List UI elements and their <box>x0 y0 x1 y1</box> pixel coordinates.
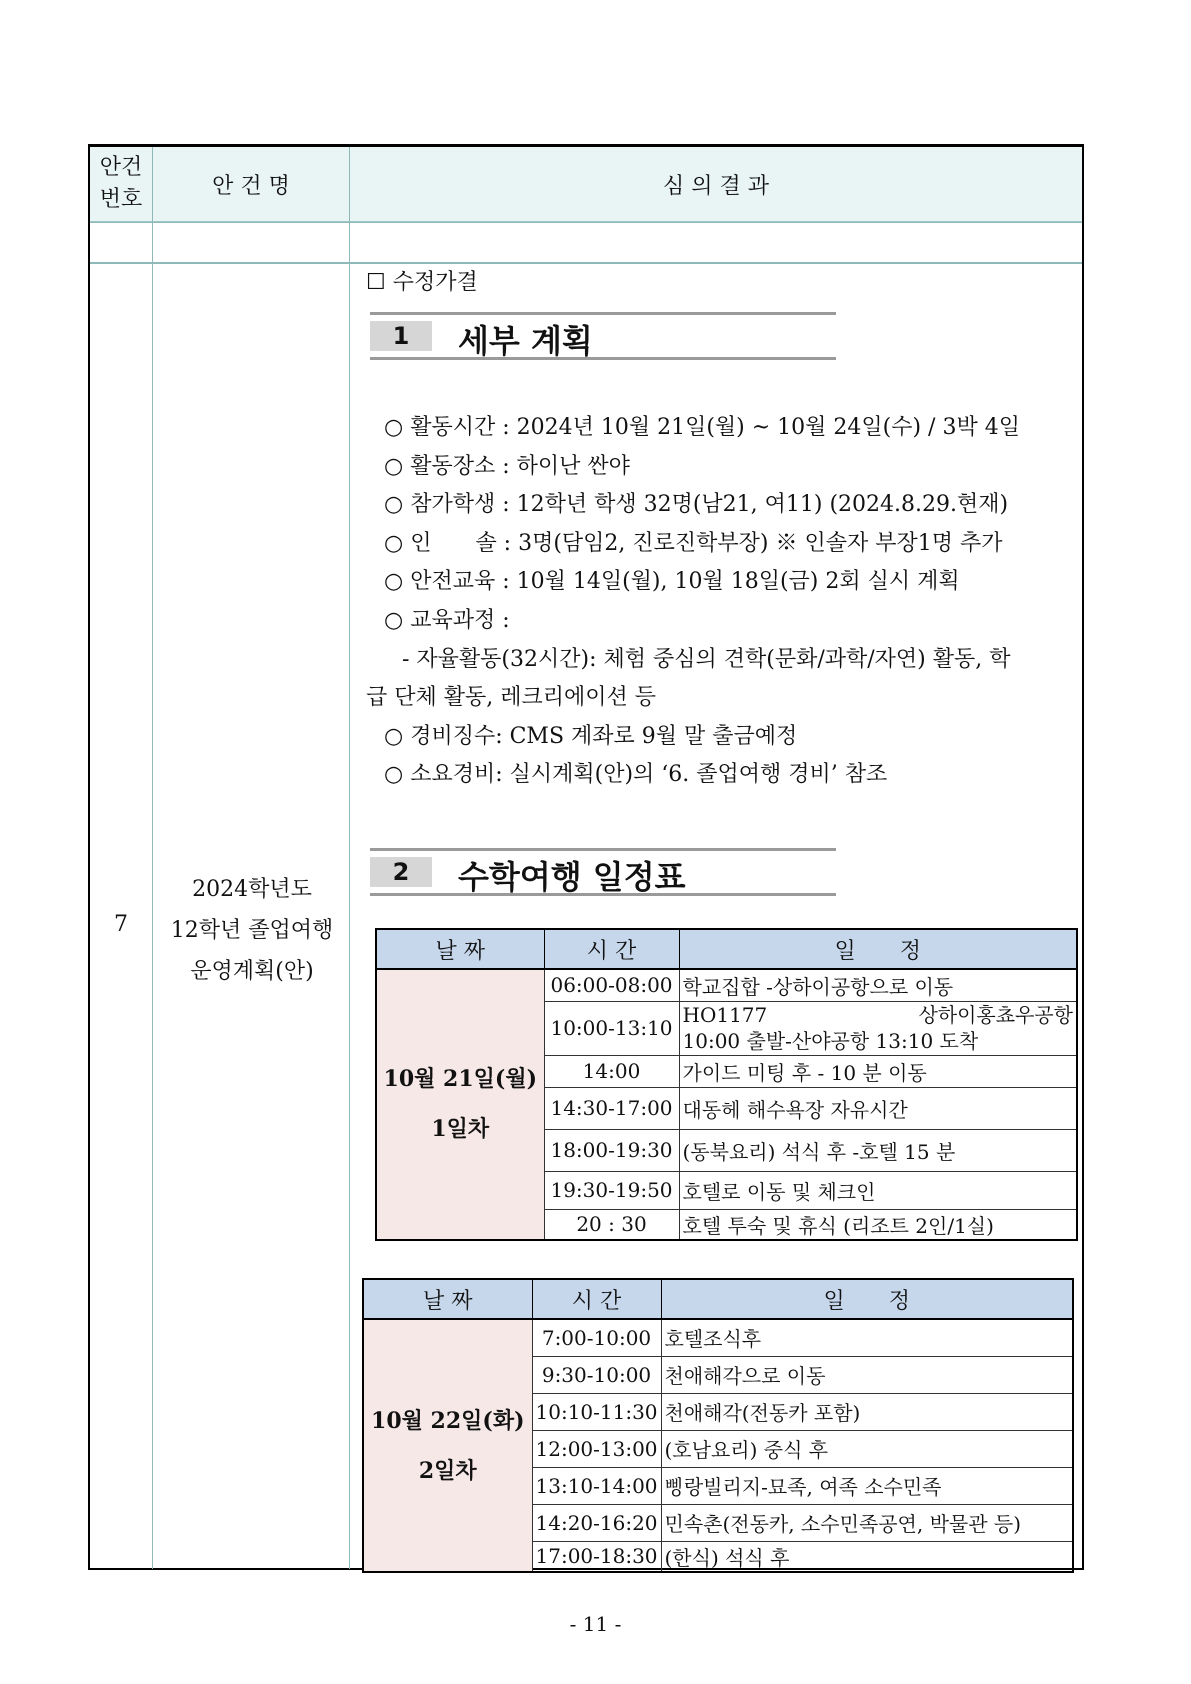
plan-line: ○ 활동장소 : 하이난 싼야 <box>384 453 630 479</box>
section-heading-1 <box>370 312 836 360</box>
schedule-cell: 대동헤 해수욕장 자유시간 <box>679 1087 1077 1129</box>
header-result: 심 의 결 과 <box>350 147 1082 222</box>
schedule-cell: 천애해각(전동카 포함) <box>661 1393 1073 1430</box>
schedule-cell: 호텔 투숙 및 휴식 (리조트 2인/1실) <box>679 1209 1077 1240</box>
section-title: 수학여행 일정표 <box>458 858 686 896</box>
time-cell: 9:30-10:00 <box>532 1356 661 1393</box>
time-cell: 7:00-10:00 <box>532 1319 661 1356</box>
plan-line: ○ 교육과정 : <box>384 607 510 633</box>
header-agenda-no-line1: 안건 <box>99 155 143 180</box>
section-number: 2 <box>370 857 432 887</box>
result-content <box>358 147 1084 1568</box>
day2-date-cell <box>363 1319 532 1572</box>
plan-line: ○ 경비징수: CMS 계좌로 9월 말 출금예정 <box>384 723 798 749</box>
agenda-number: 7 <box>114 912 128 937</box>
schedule-table-day1 <box>375 928 1078 1241</box>
column-divider <box>152 147 153 1569</box>
time-cell: 14:30-17:00 <box>544 1087 679 1129</box>
time-cell: 18:00-19:30 <box>544 1129 679 1171</box>
plan-line: ○ 안전교육 : 10월 14일(월), 10월 18일(금) 2회 실시 계획 <box>384 569 960 595</box>
agenda-title-line: 12학년 졸업여행 <box>170 918 334 943</box>
time-cell: 12:00-13:00 <box>532 1430 661 1467</box>
col-date: 날 짜 <box>376 929 544 969</box>
header-agenda-no <box>90 147 152 222</box>
col-schedule: 일 정 <box>661 1279 1073 1319</box>
col-time: 시 간 <box>544 929 679 969</box>
flight-times: 10:00 출발-산야공항 13:10 도착 <box>682 1029 979 1053</box>
time-cell: 17:00-18:30 <box>532 1541 661 1572</box>
schedule-cell: 천애해각으로 이동 <box>661 1356 1073 1393</box>
time-cell: 14:20-16:20 <box>532 1504 661 1541</box>
header-agenda-no-line2: 번호 <box>99 187 143 212</box>
agenda-title <box>154 869 350 992</box>
schedule-cell: 민속촌(전동카, 소수민족공연, 박물관 등) <box>661 1504 1073 1541</box>
col-time: 시 간 <box>532 1279 661 1319</box>
plan-line: ○ 인 솔 : 3명(담임2, 진로진학부장) ※ 인솔자 부장1명 추가 <box>384 530 1003 556</box>
agenda-table <box>88 144 1084 1570</box>
schedule-cell: 가이드 미팅 후 - 10 분 이동 <box>679 1055 1077 1087</box>
section-title: 세부 계획 <box>458 322 593 360</box>
col-date: 날 짜 <box>363 1279 532 1319</box>
agenda-title-line: 운영계획(안) <box>190 959 314 984</box>
header-agenda-name: 안 건 명 <box>153 147 349 222</box>
time-cell: 20 : 30 <box>544 1209 679 1240</box>
departure-airport: 상하이홍쵸우공항 <box>918 1003 1073 1027</box>
time-cell: 19:30-19:50 <box>544 1171 679 1209</box>
time-cell: 13:10-14:00 <box>532 1467 661 1504</box>
day1-date-cell <box>376 969 544 1240</box>
time-cell: 06:00-08:00 <box>544 969 679 1001</box>
time-cell: 10:00-13:10 <box>544 1001 679 1055</box>
col-schedule: 일 정 <box>679 929 1077 969</box>
flight-number: HO1177 <box>682 1003 768 1027</box>
schedule-cell: 호텔조식후 <box>661 1319 1073 1356</box>
schedule-cell: (한식) 석식 후 <box>661 1541 1073 1572</box>
page-number: - 11 - <box>569 1612 622 1636</box>
day1-date: 10월 21일(월) <box>383 1066 537 1093</box>
agenda-title-line: 2024학년도 <box>192 877 312 902</box>
plan-details <box>366 409 1078 795</box>
day1-label: 1일차 <box>431 1116 490 1143</box>
plan-line: - 자율활동(32시간): 체험 중심의 견학(문화/과학/자연) 활동, 학 <box>402 646 1011 672</box>
section-heading-2 <box>370 848 836 896</box>
plan-line: ○ 활동시간 : 2024년 10월 21일(월) ~ 10월 24일(수) / 3박 4일 <box>384 415 1020 440</box>
column-divider <box>349 147 350 1569</box>
plan-line: 급 단체 활동, 레크리에이션 등 <box>366 685 656 711</box>
time-cell: 10:10-11:30 <box>532 1393 661 1430</box>
schedule-table-day2 <box>362 1278 1074 1573</box>
plan-line: ○ 소요경비: 실시계획(안)의 ‘6. 졸업여행 경비’ 참조 <box>384 762 888 788</box>
schedule-cell: 학교집합 -상하이공항으로 이동 <box>679 969 1077 1001</box>
day2-label: 2일차 <box>418 1457 477 1484</box>
schedule-cell: (동북요리) 석식 후 -호텔 15 분 <box>679 1129 1077 1171</box>
plan-line: ○ 참가학생 : 12학년 학생 32명(남21, 여11) (2024.8.29.현재) <box>384 492 1009 518</box>
schedule-cell: (호남요리) 중식 후 <box>661 1430 1073 1467</box>
day2-date: 10월 22일(화) <box>371 1407 525 1434</box>
time-cell: 14:00 <box>544 1055 679 1087</box>
schedule-cell <box>679 1001 1077 1055</box>
decision-status: ☐ 수정가결 <box>366 270 478 295</box>
schedule-cell: 삥랑빌리지-묘족, 여족 소수민족 <box>661 1467 1073 1504</box>
schedule-cell: 호텔로 이동 및 체크인 <box>679 1171 1077 1209</box>
section-number: 1 <box>370 321 432 351</box>
